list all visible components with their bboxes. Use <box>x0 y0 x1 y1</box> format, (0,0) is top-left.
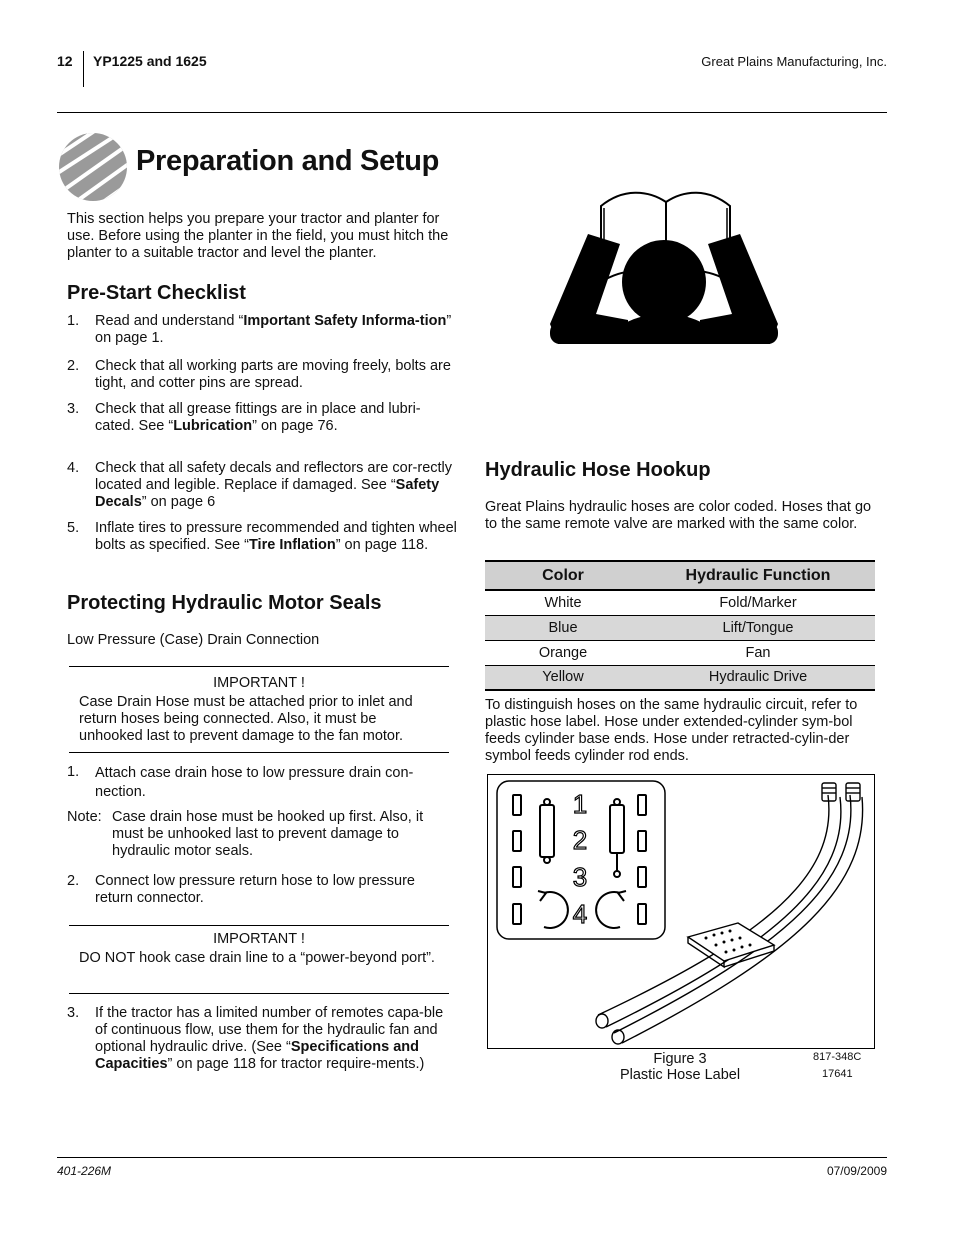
figure-title: Plastic Hose Label <box>619 1067 741 1083</box>
checklist-heading: Pre-Start Checklist <box>67 282 246 304</box>
important-text: DO NOT hook case drain line to a “power-beyond port”. <box>79 950 435 966</box>
list-item: 1. Attach case drain hose to low pressure drain con-nection. <box>67 764 414 800</box>
label-number-4: 4 <box>572 899 588 929</box>
table-row: White Fold/Marker <box>544 594 797 611</box>
hookup-after-paragraph: To distinguish hoses on the same hydraulic circuit, refer to plastic hose label. Hose under extended-cylinder sym-bol feeds cylinder base ends. Hose under retracted-cylin-der symbol feeds cylinder rod ends. <box>485 697 858 764</box>
important-notice <box>69 925 449 994</box>
reading-manual-illustration <box>548 184 780 348</box>
note-text: Case drain hose must be hooked up first. Also, it must be unhooked last to prevent damage to hydraulic motor seals. <box>112 809 424 859</box>
doc-date: 07/09/2009 <box>826 1164 887 1178</box>
doc-number: 401-226M <box>57 1164 112 1178</box>
seals-heading: Protecting Hydraulic Motor Seals <box>67 592 382 614</box>
figure-caption <box>560 1051 800 1083</box>
column-header-function: Hydraulic Function <box>641 561 875 590</box>
figure-box <box>487 774 875 1049</box>
header-rule <box>57 112 887 113</box>
list-item: 4. Check that all safety decals and reflectors are cor-rectly located and legible. Replace if damaged. See “Safety Decals” on page 6 <box>67 460 453 510</box>
hookup-heading: Hydraulic Hose Hookup <box>485 459 711 481</box>
header-divider <box>83 51 84 87</box>
intro-paragraph: This section helps you prepare your tractor and planter for use. Before using the planter in the field, you must hitch the planter to a suitable tractor and level the planter. <box>67 211 449 261</box>
list-item: 3. If the tractor has a limited number of remotes capa-ble of continuous flow, use them for the hydraulic fan and optional hydraulic drive. (See “Specifications and Capacities” on page 118 for tractor require-ments.) <box>67 1005 444 1072</box>
list-item: 1. Read and understand “Important Safety Informa-tion” on page 1. <box>67 313 452 346</box>
figure-ref-part: 817-348C <box>813 1051 862 1063</box>
hookup-intro: Great Plains hydraulic hoses are color coded. Hoses that go to the same remote valve are marked with the same color. <box>485 499 872 532</box>
list-item: 3. Check that all grease fittings are in place and lubri-cated. See “Lubrication” on page 76. <box>67 401 421 434</box>
section-logo-icon <box>58 132 128 202</box>
list-item: 5. Inflate tires to pressure recommended and tighten wheel bolts as specified. See “Tire Inflation” on page 118. <box>67 520 457 553</box>
label-number-1: 1 <box>572 789 588 819</box>
seals-subheading: Low Pressure (Case) Drain Connection <box>67 632 320 648</box>
list-item: 2. Check that all working parts are moving freely, bolts are tight, and cotter pins are spread. <box>67 358 451 391</box>
column-header-color: Color <box>485 561 641 590</box>
footer-rule <box>57 1157 887 1158</box>
table-row: Yellow Hydraulic Drive <box>485 665 875 690</box>
figure-ref-id: 17641 <box>822 1068 853 1080</box>
plastic-hose-label-illustration <box>488 775 874 1048</box>
table-row: Orange Fan <box>538 644 771 661</box>
important-label: IMPORTANT ! <box>213 675 305 691</box>
note <box>67 809 457 863</box>
company-name: Great Plains Manufacturing, Inc. <box>701 54 887 69</box>
note-label: Note: <box>67 809 102 825</box>
important-text: Case Drain Hose must be attached prior to inlet and return hoses being connected. Also, it must be unhooked last to prevent damage to the fan motor. <box>79 694 413 744</box>
hose-color-table <box>485 560 875 691</box>
model-name: YP1225 and 1625 <box>93 53 207 69</box>
list-item: 2. Connect low pressure return hose to low pressure return connector. <box>67 873 415 906</box>
page-title: Preparation and Setup <box>136 145 440 177</box>
important-label: IMPORTANT ! <box>213 931 305 947</box>
figure-number: Figure 3 <box>653 1051 707 1067</box>
label-number-2: 2 <box>572 825 588 855</box>
page-number: 12 <box>57 53 73 69</box>
table-header-row <box>485 561 875 590</box>
label-number-3: 3 <box>572 862 588 892</box>
important-notice <box>69 666 449 753</box>
table-row: Blue Lift/Tongue <box>485 615 875 640</box>
